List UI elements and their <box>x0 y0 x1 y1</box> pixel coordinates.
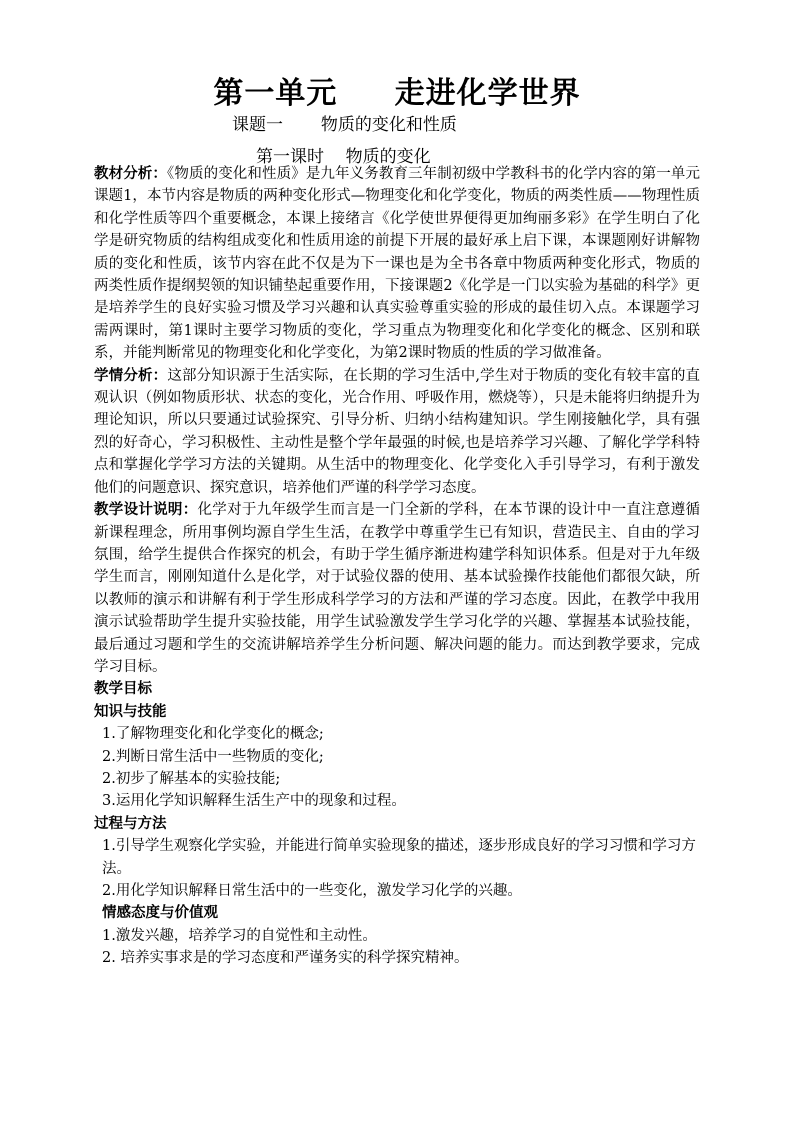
attitude-item: 2. 培养实事求是的学习态度和严谨务实的科学探究精神。 <box>102 950 469 967</box>
document-body <box>94 163 700 970</box>
process-item: 2.用化学知识解释日常生活中的一些变化，激发学习化学的兴趣。 <box>102 883 522 899</box>
student-analysis-text: 这部分知识源于生活实际，在长期的学习生活中,学生对于物质的变化有较丰富的直观认识（例如物质形状、状态的变化，光合作用、呼吸作用，燃烧等），只是未能将归纳提升为理论知识，所以只要通过试验探究、引导分析、归纳小结构建知识。学生刚接触化学，具有强烈的好奇心，学习积极性、主动性是整个学年最强的时候,也是培养学习兴趣、了解化学学科特点和掌握化学学习方法的关键期。从生活中的物理变化、化学变化入手引导学习，有利于激发他们的问题意识、探究意识，培养他们严谨的科学学习态度。 <box>94 367 700 496</box>
process-methods-heading: 过程与方法 <box>94 814 167 832</box>
topic-title: 课题一 物质的变化和性质 <box>232 115 457 135</box>
material-analysis-text: 《物质的变化和性质》是九年义务教育三年制初级中学教科书的化学内容的第一单元课题1，本节内容是物质的两种变化形式—物理变化和化学变化，物质的两类性质——物理性质和化学性质等四个重要概念，本课上接绪言《化学使世界便得更加绚丽多彩》在学生明白了化学是研究物质的结构组成变化和性质用途的前提下开展的最好承上启下课，本课题刚好讲解物质的变化和性质，该节内容在此不仅是为下一课也是为全书各章中物质两种变化形式，物质的两类性质作提纲契领的知识铺垫起重要作用，下接课题2《化学是一门以实验为基础的科学》更是培养学生的良好实验习惯及学习兴趣和认真实验尊重实验的形成的最佳切入点。本课题学习需两课时，第1课时主要学习物质的变化，学习重点为物理变化和化学变化的概念、区别和联系，并能判断常见的物理变化和化学变化，为第2课时物质的性质的学习做准备。 <box>94 166 701 362</box>
design-notes-paragraph <box>94 499 700 678</box>
unit-title: 第一单元 走进化学世界 <box>213 76 581 111</box>
material-analysis-paragraph <box>94 163 700 365</box>
material-analysis-label: 教材分析： <box>94 165 168 182</box>
knowledge-item: 2.判断日常生活中一些物质的变化; <box>102 748 324 765</box>
knowledge-item: 2.初步了解基本的实验技能; <box>102 770 281 787</box>
objectives-heading: 教学目标 <box>94 680 152 698</box>
attitude-values-heading: 情感态度与价值观 <box>102 904 218 922</box>
knowledge-item: 3.运用化学知识解释生活生产中的现象和过程。 <box>102 793 406 810</box>
student-analysis-paragraph <box>94 365 700 499</box>
student-analysis-label: 学情分析： <box>94 366 168 384</box>
lesson-title: 第一课时 物质的变化 <box>256 147 431 167</box>
process-item: 1.引导学生观察化学实验，并能进行简单实验现象的描述，逐步形成良好的学习习惯和学习方法。 <box>102 838 696 877</box>
design-notes-label: 教学设计说明： <box>94 501 198 519</box>
design-notes-text: 化学对于九年级学生而言是一门全新的学科，在本节课的设计中一直注意遵循新课程理念，所用事例均源自学生生活，在教学中尊重学生已有知识，营造民主、自由的学习氛围，给学生提供合作探究的机会，有助于学生循序渐进构建学科知识体系。但是对于九年级学生而言，刚刚知道什么是化学，对于试验仪器的使用、基本试验操作技能他们都很欠缺，所以教师的演示和讲解有利于学生形成科学学习的方法和严谨的学习态度。因此，在教学中我用演示试验帮助学生提升实验技能，用学生试验激发学生学习化学的兴趣、掌握基本试验技能，最后通过习题和学生的交流讲解培养学生分析问题、解决问题的能力。而达到教学要求，完成学习目标。 <box>94 502 701 675</box>
attitude-item: 1.激发兴趣，培养学习的自觉性和主动性。 <box>102 927 377 944</box>
knowledge-item: 1.了解物理变化和化学变化的概念; <box>102 726 324 743</box>
knowledge-skills-heading: 知识与技能 <box>94 702 167 720</box>
